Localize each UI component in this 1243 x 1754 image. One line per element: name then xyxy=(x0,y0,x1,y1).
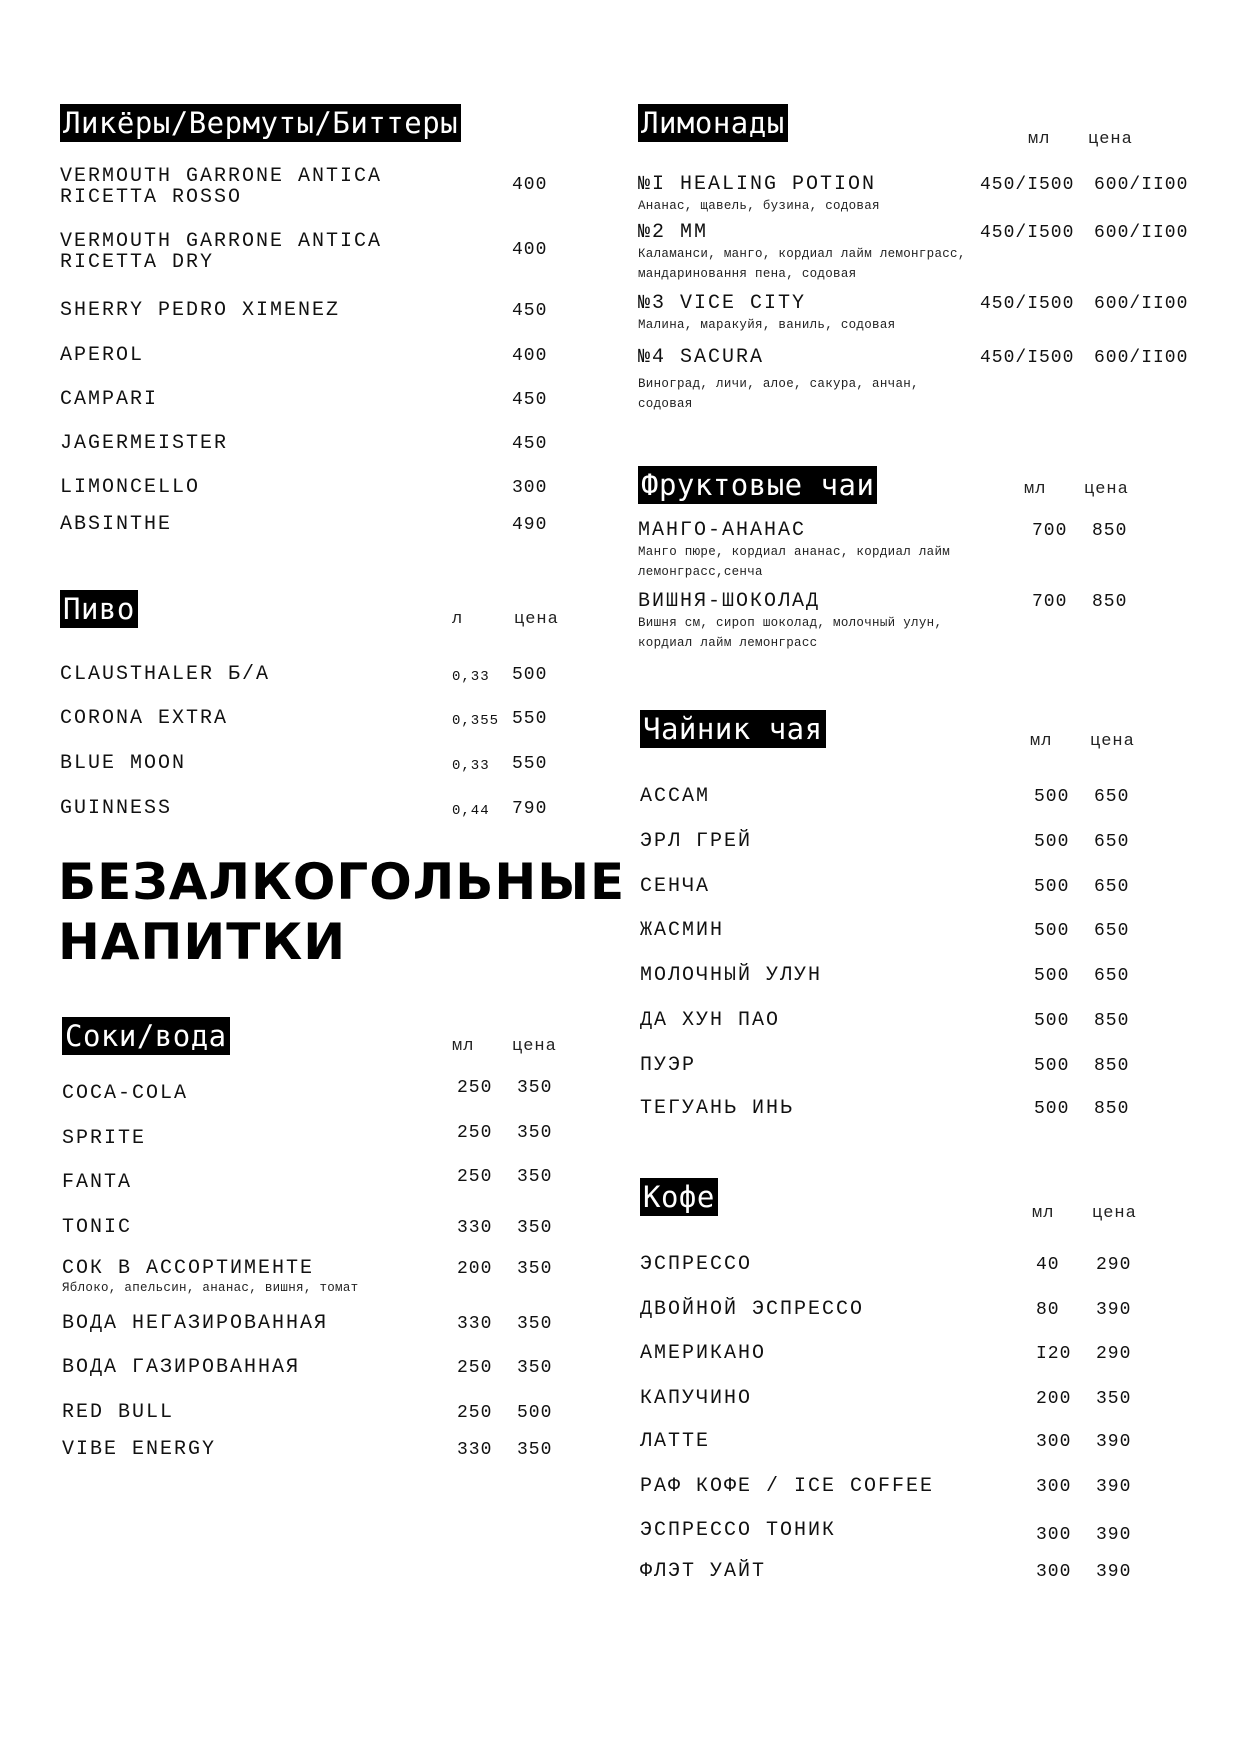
heading-line-2: НАПИТКИ xyxy=(58,913,347,971)
column-header-price: цена xyxy=(514,610,559,629)
item-price: 350 xyxy=(517,1440,553,1460)
item-price: 390 xyxy=(1096,1477,1132,1497)
item-price: 400 xyxy=(512,346,548,366)
item-price: 550 xyxy=(512,709,548,729)
item-volume: I20 xyxy=(1036,1344,1072,1364)
item-name: LIMONCELLO xyxy=(60,476,201,499)
item-name: TONIC xyxy=(62,1216,133,1239)
item-volume: 0,33 xyxy=(452,758,490,774)
item-price: 350 xyxy=(517,1218,553,1238)
column-header-volume: л xyxy=(452,610,464,629)
heading-line-1: БЕЗАЛКОГОЛЬНЫЕ xyxy=(58,853,626,911)
item-name: BLUE MOON xyxy=(60,752,187,775)
beer-section xyxy=(60,590,560,830)
item-volume: 500 xyxy=(1034,1011,1070,1031)
item-description-line2: лемонграсс,сенча xyxy=(638,565,763,579)
section-title: Лимонады xyxy=(638,104,788,142)
item-price: 350 xyxy=(517,1123,553,1143)
item-name: VERMOUTH GARRONE ANTICA xyxy=(60,165,383,188)
item-price: 350 xyxy=(517,1358,553,1378)
item-volume: 500 xyxy=(1034,832,1070,852)
item-price: 550 xyxy=(512,754,548,774)
item-volume: 500 xyxy=(1034,1099,1070,1119)
item-description: Виноград, личи, алое, сакура, анчан, xyxy=(638,377,919,391)
item-price: 490 xyxy=(512,515,548,535)
item-price: 850 xyxy=(1094,1011,1130,1031)
column-header-price: цена xyxy=(512,1037,557,1056)
item-price: 500 xyxy=(517,1403,553,1423)
item-volume: 700 xyxy=(1032,521,1068,541)
item-name: АССАМ xyxy=(640,785,711,808)
item-volume: 330 xyxy=(457,1314,493,1334)
item-price: 850 xyxy=(1092,521,1128,541)
column-header-volume: мл xyxy=(452,1037,475,1056)
item-price: 450 xyxy=(512,390,548,410)
item-name: ABSINTHE xyxy=(60,513,173,536)
item-volume: 250 xyxy=(457,1123,493,1143)
item-volume: 40 xyxy=(1036,1255,1060,1275)
item-volume: 250 xyxy=(457,1403,493,1423)
column-header-volume: мл xyxy=(1024,480,1047,499)
item-name: КАПУЧИНО xyxy=(640,1387,753,1410)
item-name: МАНГО-АНАНАС xyxy=(638,519,807,542)
item-price: 650 xyxy=(1094,787,1130,807)
item-name: COCA-COLA xyxy=(62,1082,189,1105)
item-price: 600/II00 xyxy=(1094,294,1189,314)
item-volume: 80 xyxy=(1036,1300,1060,1320)
item-price: 390 xyxy=(1096,1300,1132,1320)
item-price: 350 xyxy=(1096,1389,1132,1409)
item-volume: 200 xyxy=(457,1259,493,1279)
item-name: CORONA EXTRA xyxy=(60,707,229,730)
item-name: ТЕГУАНЬ ИНЬ xyxy=(640,1097,795,1120)
item-price: 400 xyxy=(512,240,548,260)
item-price: 850 xyxy=(1094,1056,1130,1076)
section-title: Ликёры/Вермуты/Биттеры xyxy=(60,104,461,142)
column-header-price: цена xyxy=(1090,732,1135,751)
section-title: Соки/вода xyxy=(62,1017,230,1055)
item-price: 600/II00 xyxy=(1094,348,1189,368)
item-price: 850 xyxy=(1094,1099,1130,1119)
item-description: Яблоко, апельсин, ананас, вишня, томат xyxy=(62,1281,359,1295)
item-volume: 500 xyxy=(1034,1056,1070,1076)
item-name: ДВОЙНОЙ ЭСПРЕССО xyxy=(640,1298,865,1321)
item-volume: 500 xyxy=(1034,966,1070,986)
column-header-volume: мл xyxy=(1030,732,1053,751)
item-name: ЭСПРЕССО xyxy=(640,1253,753,1276)
coffee-section xyxy=(640,1178,1200,1598)
item-price: 450 xyxy=(512,301,548,321)
item-volume: 500 xyxy=(1034,787,1070,807)
section-title: Пиво xyxy=(60,590,138,628)
item-name: GUINNESS xyxy=(60,797,173,820)
item-volume: 300 xyxy=(1036,1432,1072,1452)
column-header-price: цена xyxy=(1092,1204,1137,1223)
item-volume: 450/I500 xyxy=(980,294,1075,314)
item-volume: 330 xyxy=(457,1440,493,1460)
lemonades-section xyxy=(638,104,1198,424)
item-price: 390 xyxy=(1096,1562,1132,1582)
column-header-price: цена xyxy=(1084,480,1129,499)
item-price: 290 xyxy=(1096,1255,1132,1275)
item-name: №3 VICE CITY xyxy=(638,292,807,315)
item-volume: 300 xyxy=(1036,1477,1072,1497)
liquors-section xyxy=(60,104,560,554)
juices-section xyxy=(62,1017,562,1461)
item-price: 390 xyxy=(1096,1432,1132,1452)
item-name: VERMOUTH GARRONE ANTICA xyxy=(60,230,383,253)
item-description: Вишня см, сироп шоколад, молочный улун, xyxy=(638,616,943,630)
item-description: Каламанси, манго, кордиал лайм лемонграсс, xyxy=(638,247,966,261)
item-name: ВОДА НЕГАЗИРОВАННАЯ xyxy=(62,1312,329,1335)
item-volume: 250 xyxy=(457,1358,493,1378)
item-price: 350 xyxy=(517,1259,553,1279)
item-volume: 700 xyxy=(1032,592,1068,612)
item-price: 790 xyxy=(512,799,548,819)
item-name: ПУЭР xyxy=(640,1054,697,1077)
item-name: АМЕРИКАНО xyxy=(640,1342,767,1365)
item-volume: 500 xyxy=(1034,921,1070,941)
item-price: 600/II00 xyxy=(1094,175,1189,195)
column-header-volume: мл xyxy=(1028,130,1051,149)
column-header-volume: мл xyxy=(1032,1204,1055,1223)
item-name: СЕНЧА xyxy=(640,875,711,898)
item-name: CLAUSTHALER Б/А xyxy=(60,663,271,686)
item-name: ЭСПРЕССО ТОНИК xyxy=(640,1519,837,1542)
item-name: FANTA xyxy=(62,1171,133,1194)
item-name: ВИШНЯ-ШОКОЛАД xyxy=(638,590,821,613)
item-name: RED BULL xyxy=(62,1401,175,1424)
item-volume: 500 xyxy=(1034,877,1070,897)
item-price: 350 xyxy=(517,1167,553,1187)
column-header-price: цена xyxy=(1088,130,1133,149)
item-name: ЛАТТЕ xyxy=(640,1430,711,1453)
item-price: 350 xyxy=(517,1314,553,1334)
item-volume: 450/I500 xyxy=(980,348,1075,368)
item-name: №I HEALING POTION xyxy=(638,173,877,196)
item-name: SPRITE xyxy=(62,1127,147,1150)
item-price: 350 xyxy=(517,1078,553,1098)
item-name: СОК В АССОРТИМЕНТЕ xyxy=(62,1257,315,1280)
item-volume: 330 xyxy=(457,1218,493,1238)
item-name: №2 MM xyxy=(638,221,709,244)
item-name: №4 SACURA xyxy=(638,346,765,369)
item-price: 390 xyxy=(1096,1525,1132,1545)
item-price: 400 xyxy=(512,175,548,195)
item-volume: 250 xyxy=(457,1078,493,1098)
item-volume: 450/I500 xyxy=(980,175,1075,195)
item-description: Ананас, щавель, бузина, содовая xyxy=(638,199,880,213)
item-price: 300 xyxy=(512,478,548,498)
item-price: 650 xyxy=(1094,921,1130,941)
section-title: Кофе xyxy=(640,1178,718,1216)
item-name: APEROL xyxy=(60,344,145,367)
item-price: 850 xyxy=(1092,592,1128,612)
section-title: Чайник чая xyxy=(640,710,826,748)
item-volume: 0,44 xyxy=(452,803,490,819)
section-title: Фруктовые чаи xyxy=(638,466,877,504)
item-name: ФЛЭТ УАЙТ xyxy=(640,1560,767,1583)
teapot-section xyxy=(640,710,1200,1130)
item-description-line2: кордиал лайм лемонграсс xyxy=(638,636,818,650)
item-volume: 300 xyxy=(1036,1525,1072,1545)
fruit-tea-section xyxy=(638,466,1198,666)
item-volume: 0,33 xyxy=(452,669,490,685)
item-name: МОЛОЧНЫЙ УЛУН xyxy=(640,964,823,987)
item-volume: 250 xyxy=(457,1167,493,1187)
item-volume: 300 xyxy=(1036,1562,1072,1582)
item-name: ДА ХУН ПАО xyxy=(640,1009,781,1032)
item-volume: 450/I500 xyxy=(980,223,1075,243)
item-name: ЖАСМИН xyxy=(640,919,725,942)
item-description: Манго пюре, кордиал ананас, кордиал лайм xyxy=(638,545,951,559)
item-name: SHERRY PEDRO XIMENEZ xyxy=(60,299,341,322)
item-price: 600/II00 xyxy=(1094,223,1189,243)
item-price: 650 xyxy=(1094,832,1130,852)
item-description-line2: содовая xyxy=(638,397,693,411)
item-name: ВОДА ГАЗИРОВАННАЯ xyxy=(62,1356,301,1379)
item-price: 650 xyxy=(1094,966,1130,986)
item-name: VIBE ENERGY xyxy=(62,1438,217,1461)
item-volume: 200 xyxy=(1036,1389,1072,1409)
item-price: 450 xyxy=(512,434,548,454)
item-volume: 0,355 xyxy=(452,713,500,729)
item-name: ЭРЛ ГРЕЙ xyxy=(640,830,753,853)
item-price: 500 xyxy=(512,665,548,685)
item-description-line2: мандариновання пена, содовая xyxy=(638,267,857,281)
item-name: JAGERMEISTER xyxy=(60,432,229,455)
non-alcoholic-heading xyxy=(58,852,625,972)
item-name-line2: RICETTA ROSSO xyxy=(60,186,243,209)
item-name: РАФ КОФЕ / ICE COFFEE xyxy=(640,1475,935,1498)
item-name-line2: RICETTA DRY xyxy=(60,251,215,274)
item-price: 290 xyxy=(1096,1344,1132,1364)
item-price: 650 xyxy=(1094,877,1130,897)
item-description: Малина, маракуйя, ваниль, содовая xyxy=(638,318,896,332)
item-name: CAMPARI xyxy=(60,388,159,411)
